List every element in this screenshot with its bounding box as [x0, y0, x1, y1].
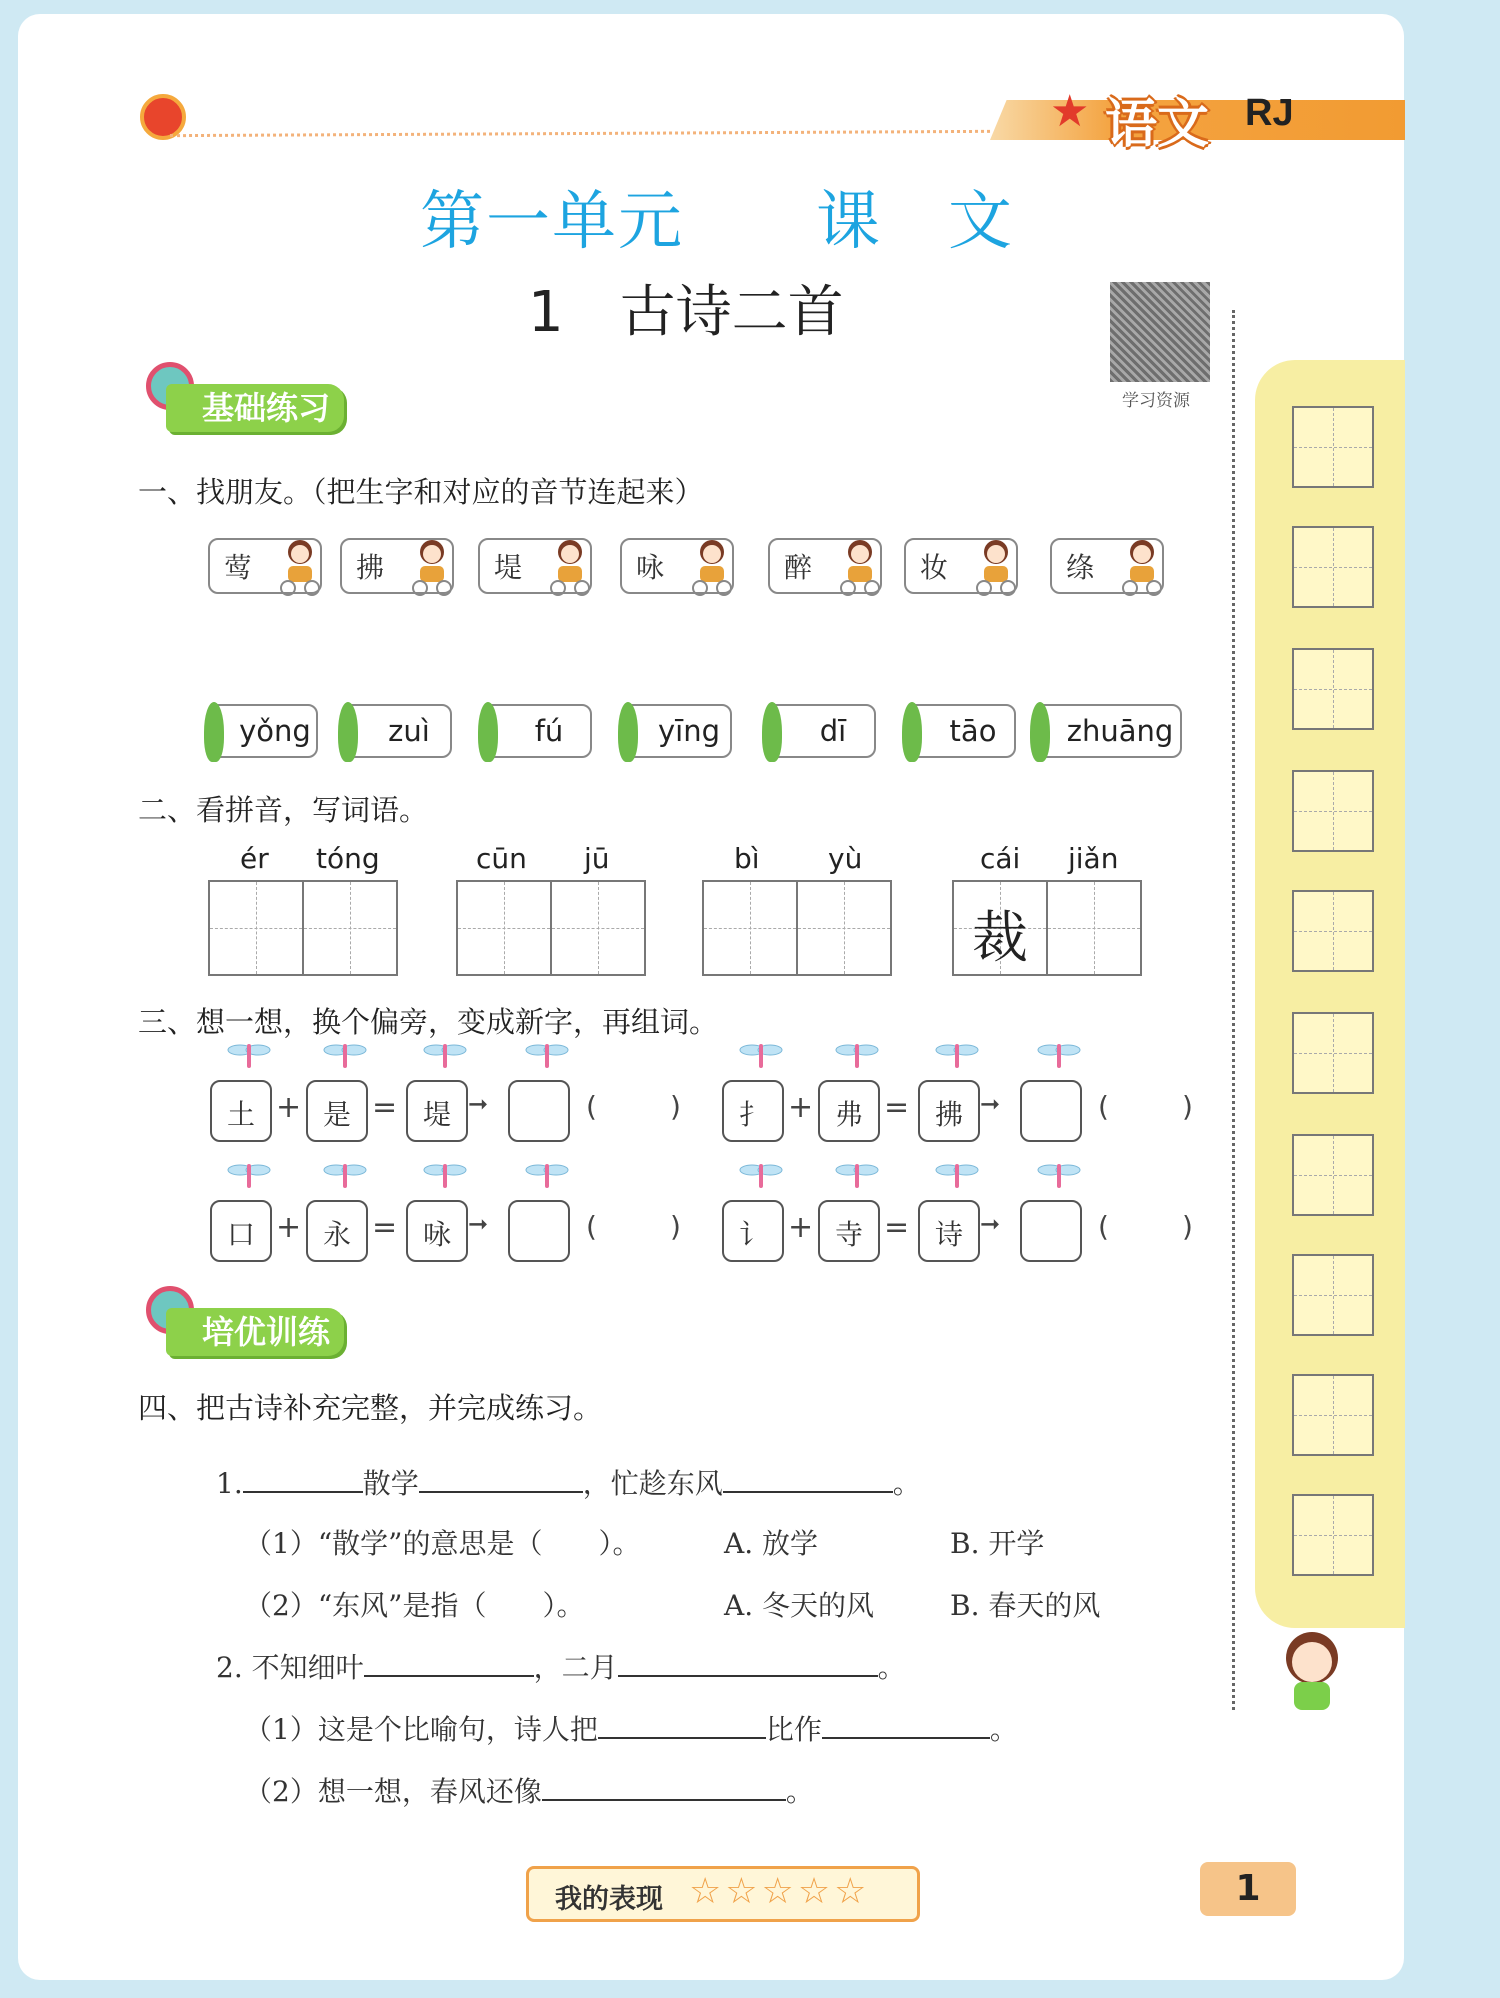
star-icon: ★	[1050, 86, 1090, 137]
pinyin-label: yù	[828, 842, 863, 875]
child-icon	[686, 534, 738, 596]
practice-grid[interactable]	[1292, 1494, 1374, 1576]
practice-grid[interactable]	[1292, 770, 1374, 852]
pinyin-card[interactable]	[906, 704, 1016, 758]
poem-text: 。	[989, 1713, 1018, 1746]
result-box	[918, 1200, 980, 1262]
option-a[interactable]: A. 冬天的风	[724, 1589, 875, 1622]
leaf-icon	[1030, 702, 1050, 762]
practice-grid[interactable]	[1292, 1012, 1374, 1094]
writing-grid[interactable]	[796, 880, 892, 976]
star-rating-icons[interactable]: ☆☆☆☆☆	[689, 1871, 871, 1912]
performance-rating[interactable]	[526, 1866, 920, 1922]
pinyin-label: jū	[584, 842, 610, 875]
arrow-icon: ➞	[468, 1210, 489, 1238]
practice-grid[interactable]	[1292, 1134, 1374, 1216]
poem-text: ，忙趁东风	[582, 1467, 723, 1500]
open-paren: (	[1098, 1090, 1109, 1123]
radical-box	[210, 1200, 272, 1262]
box-char: 堤	[422, 1098, 451, 1131]
pinyin-text: yīng	[657, 714, 720, 748]
char-card[interactable]	[1050, 538, 1164, 594]
dragonfly-icon	[320, 1040, 370, 1070]
open-paren: (	[1098, 1210, 1109, 1243]
writing-grid[interactable]	[456, 880, 552, 976]
component-box	[818, 1080, 880, 1142]
dragonfly-icon	[932, 1160, 982, 1190]
box-char: 是	[322, 1098, 351, 1131]
char-text: 莺	[224, 551, 253, 584]
child-icon	[1116, 534, 1168, 596]
child-icon	[970, 534, 1022, 596]
pinyin-text: dī	[819, 714, 847, 748]
radical-box	[722, 1080, 784, 1142]
char-text: 拂	[356, 551, 385, 584]
dragonfly-icon	[736, 1040, 786, 1070]
poem-text: 。	[877, 1651, 906, 1684]
answer-blank[interactable]	[598, 1711, 766, 1739]
practice-grid[interactable]	[1292, 1254, 1374, 1336]
pinyin-text: yǒng	[239, 714, 311, 748]
component-box	[306, 1200, 368, 1262]
item-number: 1.	[216, 1467, 243, 1500]
plus-sign: +	[276, 1210, 302, 1245]
radical-box	[722, 1200, 784, 1262]
lesson-title: 1 古诗二首	[528, 280, 844, 345]
sub-question: （2）“东风”是指（ ）。	[244, 1589, 585, 1622]
pinyin-text: zuì	[388, 714, 430, 748]
edition-label: RJ	[1245, 92, 1294, 134]
poem-text: （1）这是个比喻句，诗人把	[244, 1713, 598, 1746]
radical-box	[210, 1080, 272, 1142]
char-text: 妆	[920, 551, 949, 584]
pinyin-text: zhuāng	[1066, 714, 1174, 748]
pinyin-card[interactable]	[1034, 704, 1182, 758]
leaf-icon	[338, 702, 358, 762]
poem-text: （2）想一想，春风还像	[244, 1775, 542, 1808]
question-3-prompt: 三、想一想，换个偏旁，变成新字，再组词。	[138, 1005, 719, 1039]
pinyin-card[interactable]	[342, 704, 452, 758]
answer-blank[interactable]	[419, 1465, 583, 1493]
writing-grid[interactable]	[302, 880, 398, 976]
unit-title: 第一单元 课 文	[420, 185, 1014, 259]
grid-char: 裁	[972, 906, 1028, 971]
box-char: 咏	[422, 1218, 451, 1251]
answer-blank[interactable]	[364, 1649, 534, 1677]
girl-mascot-icon	[1280, 1632, 1344, 1712]
result-box	[406, 1200, 468, 1262]
pinyin-card[interactable]	[622, 704, 732, 758]
close-paren: )	[670, 1210, 681, 1243]
dragonfly-icon	[1034, 1040, 1084, 1070]
close-paren: )	[670, 1090, 681, 1123]
sub-question	[244, 1708, 1018, 1748]
poem-text: 。	[785, 1775, 814, 1808]
leaf-icon	[204, 702, 224, 762]
pinyin-label: jiǎn	[1068, 842, 1119, 875]
pinyin-card[interactable]	[208, 704, 318, 758]
dragonfly-icon	[522, 1160, 572, 1190]
arrow-icon: ➞	[980, 1090, 1001, 1118]
dragonfly-icon	[224, 1160, 274, 1190]
leaf-icon	[902, 702, 922, 762]
poem-text: 散学	[362, 1467, 419, 1500]
question-4-prompt: 四、把古诗补充完整，并完成练习。	[138, 1391, 603, 1425]
sub-question	[244, 1770, 814, 1810]
dragonfly-icon	[522, 1040, 572, 1070]
leaf-icon	[478, 702, 498, 762]
box-char: 扌	[738, 1098, 767, 1131]
dragonfly-icon	[420, 1040, 470, 1070]
page-number: 1	[1200, 1862, 1296, 1916]
leaf-icon	[618, 702, 638, 762]
equals-sign: =	[372, 1210, 398, 1245]
result-box	[918, 1080, 980, 1142]
answer-blank[interactable]	[243, 1465, 363, 1493]
performance-label: 我的表现	[555, 1884, 663, 1915]
dragonfly-icon	[1034, 1160, 1084, 1190]
pinyin-label: cái	[980, 842, 1021, 875]
char-card[interactable]	[340, 538, 454, 594]
arrow-icon: ➞	[468, 1090, 489, 1118]
plus-sign: +	[788, 1210, 814, 1245]
equals-sign: =	[884, 1090, 910, 1125]
pinyin-card[interactable]	[482, 704, 592, 758]
answer-blank[interactable]	[618, 1649, 878, 1677]
writing-grid[interactable]	[1046, 880, 1142, 976]
poem-text: 2. 不知细叶	[216, 1651, 364, 1684]
answer-blank[interactable]	[542, 1773, 786, 1801]
pinyin-label: bì	[734, 842, 760, 875]
child-icon	[544, 534, 596, 596]
option-b[interactable]: B. 春天的风	[950, 1589, 1101, 1622]
open-paren: (	[586, 1090, 597, 1123]
pinyin-label: tóng	[316, 842, 380, 875]
poem-text: 比作	[765, 1713, 822, 1746]
box-char: 讠	[738, 1218, 767, 1251]
char-text: 咏	[636, 551, 665, 584]
pinyin-text: tāo	[949, 714, 997, 748]
dragonfly-icon	[420, 1160, 470, 1190]
poem-text: 。	[892, 1467, 921, 1500]
char-card[interactable]	[904, 538, 1018, 594]
answer-blank[interactable]	[723, 1465, 893, 1493]
plus-sign: +	[276, 1090, 302, 1125]
pinyin-label: cūn	[476, 842, 527, 875]
practice-grid[interactable]	[1292, 526, 1374, 608]
box-char: 永	[322, 1218, 351, 1251]
poem-text: ，二月	[533, 1651, 618, 1684]
box-char: 口	[226, 1218, 255, 1251]
plus-sign: +	[788, 1090, 814, 1125]
answer-blank[interactable]	[822, 1711, 990, 1739]
close-paren: )	[1182, 1210, 1193, 1243]
poem-line-1	[216, 1462, 921, 1502]
question-1-prompt: 一、找朋友。（把生字和对应的音节连起来）	[138, 475, 704, 509]
dragonfly-icon	[320, 1160, 370, 1190]
writing-grid[interactable]	[702, 880, 798, 976]
equals-sign: =	[884, 1210, 910, 1245]
box-char: 诗	[934, 1218, 963, 1251]
component-box	[818, 1200, 880, 1262]
box-char: 土	[226, 1098, 255, 1131]
char-text: 堤	[494, 551, 523, 584]
answer-box[interactable]	[1020, 1080, 1082, 1142]
pinyin-text: fú	[534, 714, 564, 748]
section-badge-basic: 基础练习	[166, 384, 344, 432]
leaf-icon	[762, 702, 782, 762]
practice-grid[interactable]	[1292, 1374, 1374, 1456]
equals-sign: =	[372, 1090, 398, 1125]
char-text: 醉	[784, 551, 813, 584]
box-char: 拂	[934, 1098, 963, 1131]
char-text: 绦	[1066, 551, 1095, 584]
result-box	[406, 1080, 468, 1142]
section-badge-advanced: 培优训练	[166, 1308, 344, 1356]
subject-title: 语文	[1105, 94, 1210, 155]
writing-grid[interactable]	[952, 880, 1048, 976]
char-card[interactable]	[208, 538, 322, 594]
dragonfly-icon	[832, 1040, 882, 1070]
question-2-prompt: 二、看拼音，写词语。	[138, 793, 429, 827]
box-char: 寺	[834, 1218, 863, 1251]
answer-box[interactable]	[508, 1200, 570, 1262]
answer-box[interactable]	[1020, 1200, 1082, 1262]
dragonfly-icon	[224, 1040, 274, 1070]
child-icon	[406, 534, 458, 596]
child-icon	[834, 534, 886, 596]
open-paren: (	[586, 1210, 597, 1243]
dragonfly-icon	[736, 1160, 786, 1190]
qr-label: 学习资源	[1122, 391, 1190, 411]
child-icon	[274, 534, 326, 596]
dotted-separator	[1232, 310, 1235, 1710]
answer-box[interactable]	[508, 1080, 570, 1142]
practice-grid[interactable]	[1292, 890, 1374, 972]
component-box	[306, 1080, 368, 1142]
dragonfly-icon	[832, 1160, 882, 1190]
char-card[interactable]	[620, 538, 734, 594]
close-paren: )	[1182, 1090, 1193, 1123]
char-card[interactable]	[768, 538, 882, 594]
pinyin-label: ér	[240, 842, 269, 875]
writing-grid[interactable]	[550, 880, 646, 976]
dragonfly-icon	[932, 1040, 982, 1070]
option-a[interactable]: A. 放学	[724, 1527, 819, 1560]
qr-code[interactable]	[1110, 282, 1210, 382]
practice-grid[interactable]	[1292, 406, 1374, 488]
option-b[interactable]: B. 开学	[950, 1527, 1045, 1560]
sub-question: （1）“散学”的意思是（ ）。	[244, 1527, 641, 1560]
poem-line-2	[216, 1646, 906, 1686]
arrow-icon: ➞	[980, 1210, 1001, 1238]
char-card[interactable]	[478, 538, 592, 594]
pinyin-card[interactable]	[766, 704, 876, 758]
writing-grid[interactable]	[208, 880, 304, 976]
box-char: 弗	[834, 1098, 863, 1131]
practice-grid[interactable]	[1292, 648, 1374, 730]
